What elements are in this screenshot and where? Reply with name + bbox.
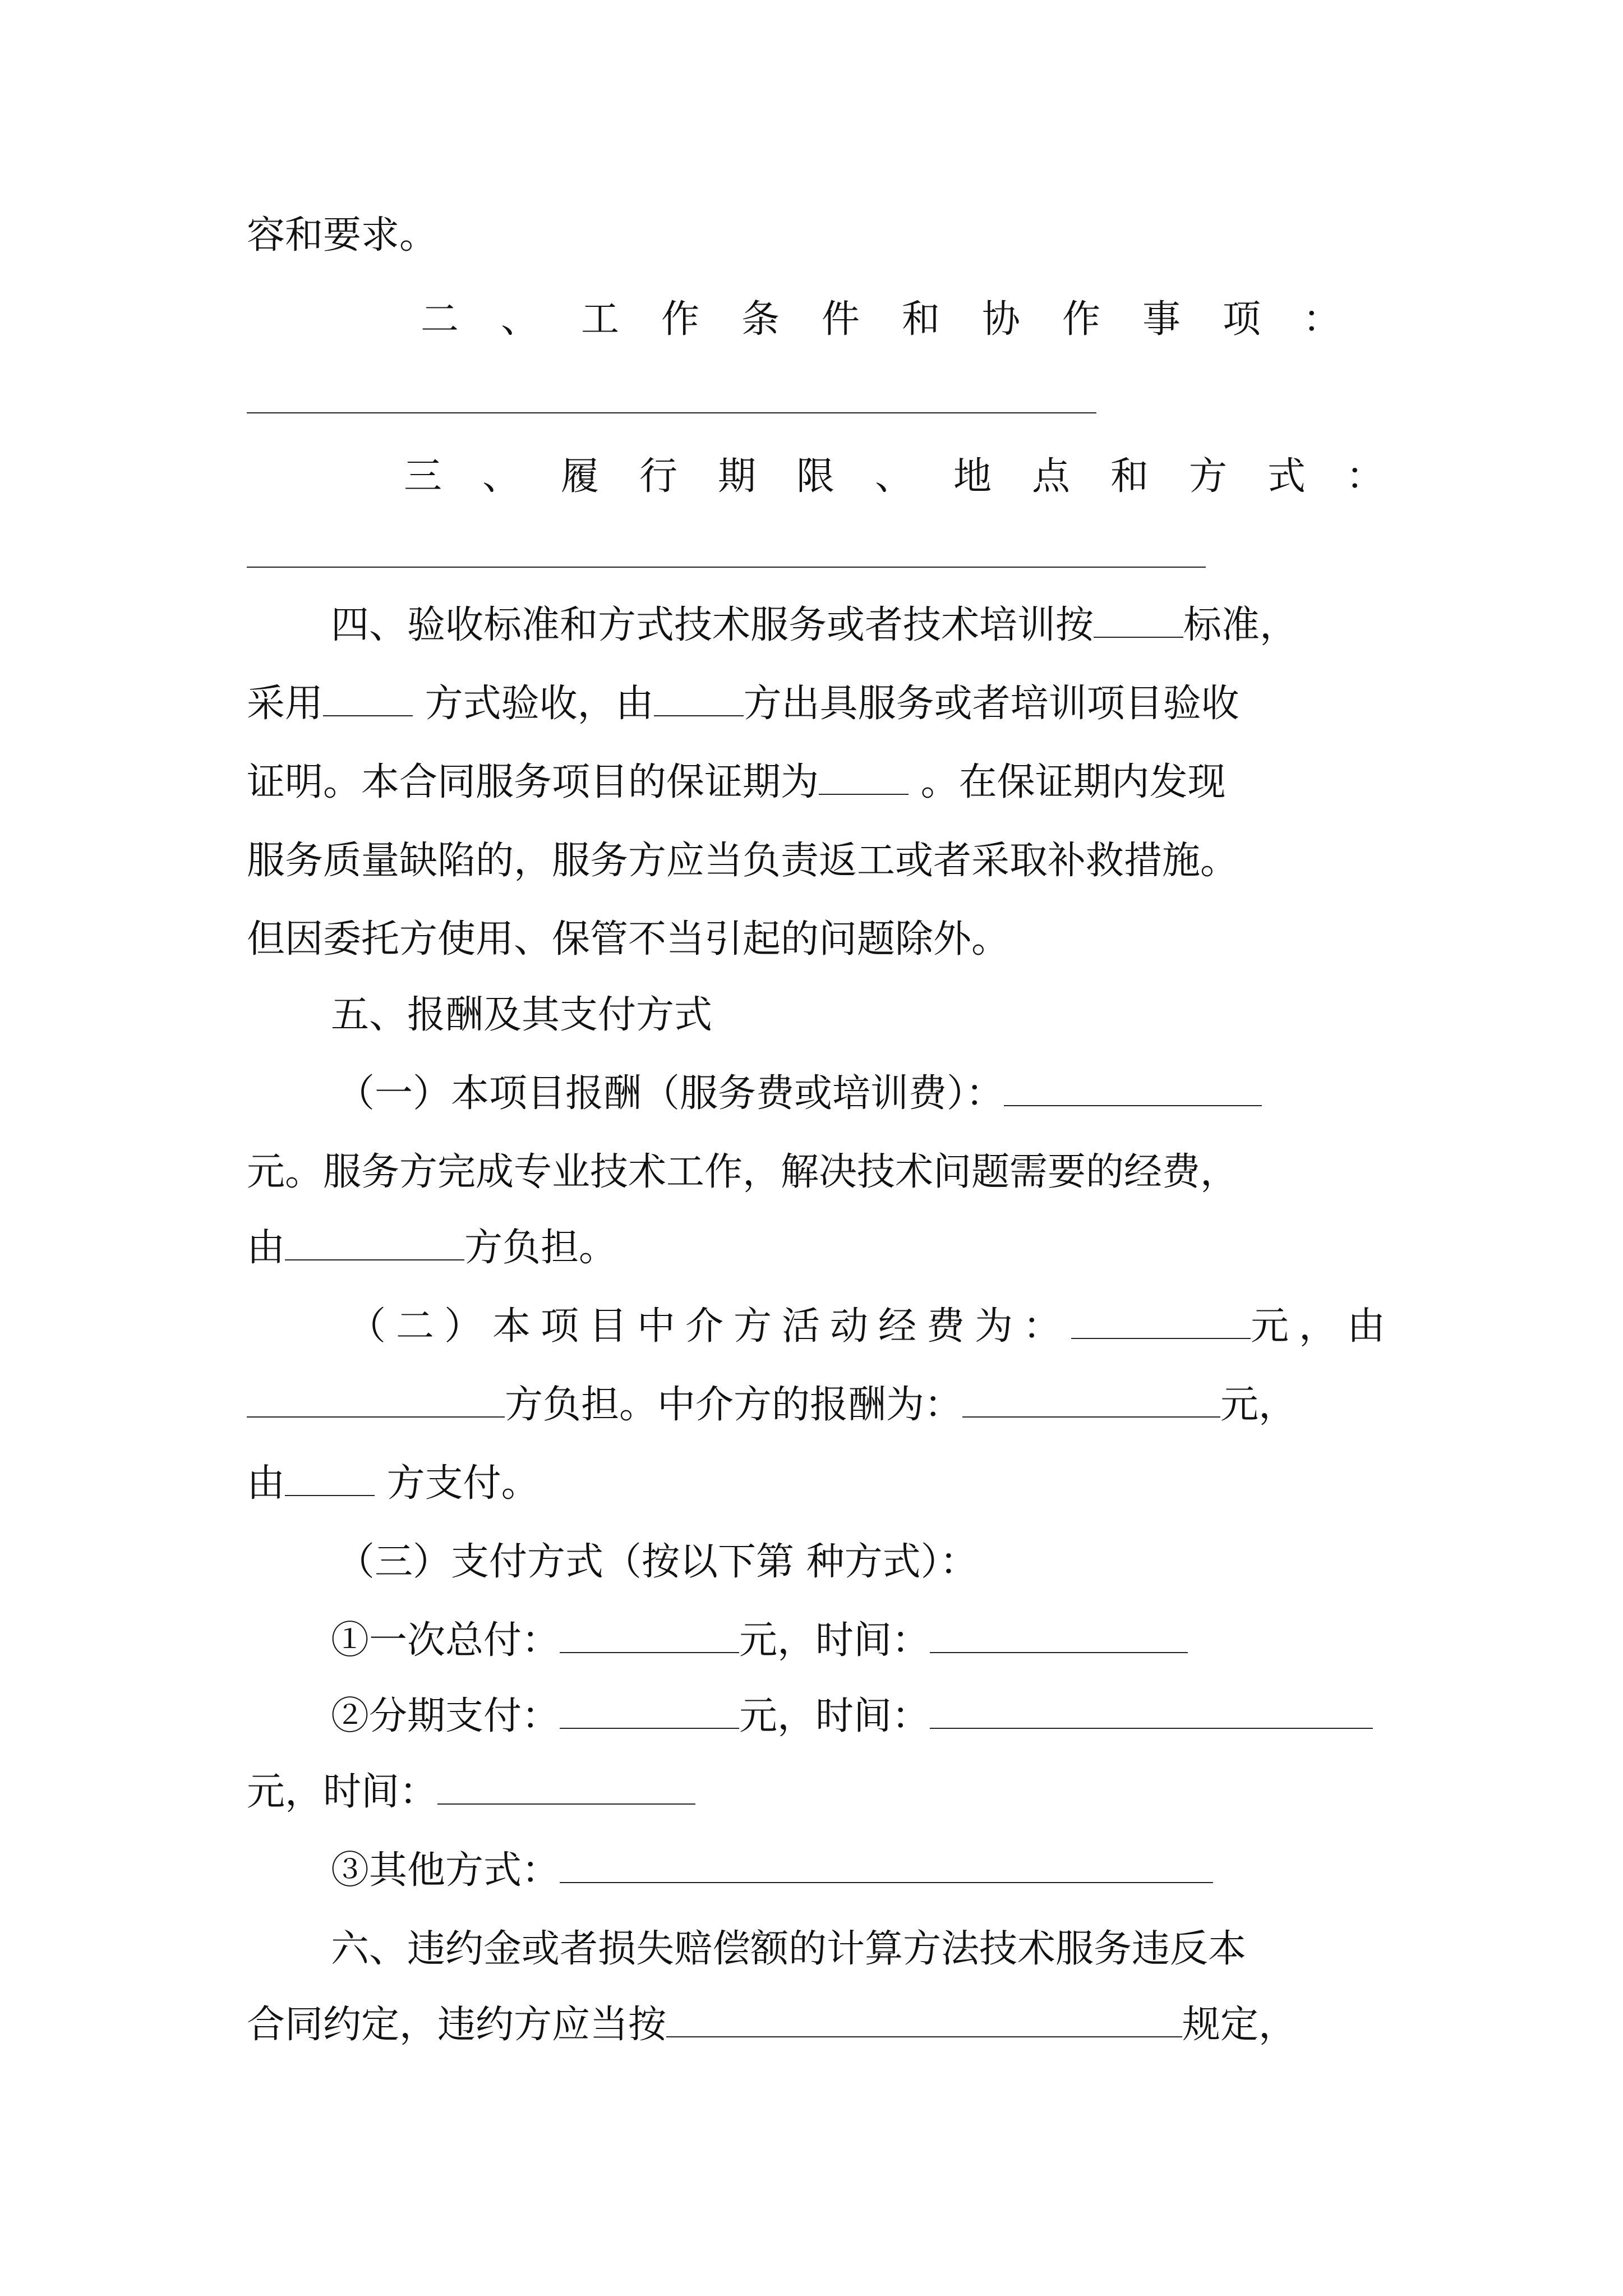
paragraph-line: [247, 1456, 540, 1512]
blank-line: [930, 1688, 1373, 1729]
paragraph-line: [331, 597, 1298, 654]
text-run: 元，: [1220, 1383, 1297, 1427]
blank-line: [1004, 1066, 1262, 1106]
paragraph-line: [336, 1066, 1262, 1122]
paragraph-line: [247, 1220, 617, 1276]
paragraph-line: [247, 1377, 1297, 1433]
paragraph-line: [331, 1921, 1246, 1977]
text-run: 但因委托方使用、保管不当引起的问题除外。: [247, 917, 1010, 961]
text-run: （三）支付方式（按以下第 种方式）：: [336, 1540, 978, 1584]
blank-line: [560, 1688, 739, 1729]
text-run: ③其他方式：: [331, 1848, 560, 1893]
blank-line: [323, 676, 413, 716]
text-run: 方负担。中介方的报酬为：: [505, 1383, 963, 1427]
text-run: ②分期支付：: [331, 1694, 560, 1738]
blank-line: [930, 1613, 1188, 1653]
text-run: ①一次总付：: [331, 1618, 560, 1663]
section-heading-3: [404, 449, 1424, 505]
blank-line: [247, 1377, 505, 1418]
blank-line: [819, 754, 909, 795]
section-3-heading: 三、履行期限、地点和方式：: [404, 454, 1425, 499]
text-run: 标准，: [1183, 603, 1298, 647]
section-2-heading: 二、工作条件和协作事项：: [421, 297, 1384, 342]
blank-line: [654, 676, 744, 716]
text-run: 规定，: [1182, 2003, 1297, 2047]
blank-line: [560, 1843, 1213, 1883]
section-heading-2: [421, 292, 1384, 348]
text-run: 采用: [247, 682, 324, 726]
text-run: 由: [247, 1461, 285, 1506]
text-run: 元，时间：: [739, 1618, 930, 1663]
blank-line: [560, 1613, 739, 1653]
paragraph-line: [247, 754, 1226, 811]
blank-line: [285, 1456, 375, 1496]
text-run: 方出具服务或者培训项目验收: [743, 682, 1239, 726]
blank-line: [962, 1377, 1220, 1418]
section-heading-5: [331, 987, 712, 1043]
text-run: 元。服务方完成专业技术工作，解决技术问题需要的经费，: [247, 1150, 1239, 1194]
text-run: 由: [247, 1226, 285, 1270]
blank-line: [1094, 597, 1183, 638]
paragraph-line: [247, 912, 1009, 968]
fill-in-rule: [247, 567, 1206, 568]
paragraph-line: [247, 1997, 1297, 2053]
payment-option-2: [331, 1688, 1373, 1745]
text-run: 。在保证期内发现: [920, 760, 1226, 804]
text-run: 元，时间：: [739, 1694, 930, 1738]
text-line: 容和要求。: [247, 213, 438, 257]
blank-line: [666, 1997, 1182, 2037]
text-run: 六、违约金或者损失赔偿额的计算方法技术服务违反本: [331, 1927, 1247, 1971]
paragraph-line: [247, 1764, 695, 1820]
text-run: （二）本项目中介方活动经费为：: [348, 1304, 1072, 1349]
blank-line: [1071, 1299, 1251, 1339]
text-run: （一）本项目报酬（服务费或培训费）：: [336, 1071, 1004, 1116]
section-5-heading: 五、报酬及其支付方式: [331, 993, 713, 1037]
blank-line: [285, 1220, 464, 1260]
payment-option-3: [331, 1843, 1213, 1899]
paragraph-line: [247, 833, 1238, 889]
text-run: 方支付。: [386, 1461, 540, 1506]
blank-line: [437, 1764, 695, 1805]
paragraph-line: [336, 1534, 978, 1590]
text-run: 方负担。: [464, 1226, 617, 1270]
paragraph-line: [247, 676, 1239, 732]
text-run: 方式验收，由: [425, 682, 654, 726]
payment-option-1: [331, 1613, 1188, 1669]
text-run: 元，时间：: [247, 1770, 438, 1814]
paragraph-line: [247, 208, 437, 264]
text-run: 合同约定，违约方应当按: [247, 2003, 667, 2047]
text-run: 元，由: [1251, 1304, 1396, 1349]
fill-in-rule: [247, 412, 1096, 413]
paragraph-line: [247, 1144, 1238, 1200]
text-run: 四、验收标准和方式技术服务或者技术培训按: [331, 603, 1094, 647]
text-run: 服务质量缺陷的，服务方应当负责返工或者采取补救措施。: [247, 839, 1239, 883]
paragraph-line: [348, 1299, 1395, 1355]
text-run: 证明。本合同服务项目的保证期为: [247, 760, 819, 804]
